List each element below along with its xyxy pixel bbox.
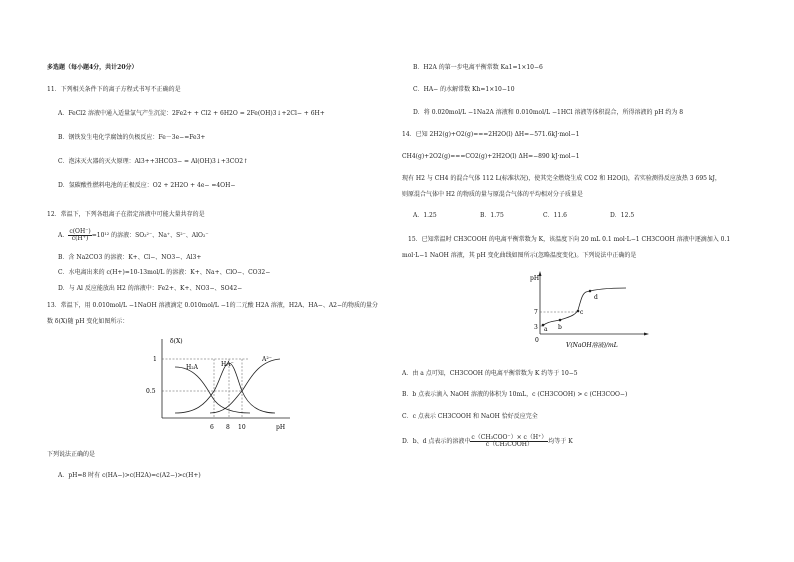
q11-stem: 11．下列相关条件下的离子方程式书写不正确的是 [47, 86, 181, 93]
y-axis-label: pH [530, 275, 540, 282]
q12-fraction-numerator: c(OH⁻) [69, 228, 91, 235]
q14-stem: 14．已知 2H2(g)+O2(g)===2H2O(l) ΔH=−571.6kJ·mol−1 [402, 131, 580, 138]
q11-option-b: B．钢铁发生电化学腐蚀的负极反应：Fe－3e−=Fe3+ [58, 134, 206, 141]
species-label-ha: HA⁻ [221, 361, 234, 368]
q15-option-a: A．由 a 点可知，CH3COOH 的电离平衡常数为 K 约等于 10−5 [402, 370, 578, 377]
q11-option-d: D．氢碳酸性燃料电池的正极反应：O2 + 2H2O + 4e− =4OH− [58, 182, 236, 189]
q13-stem-line2: 数 δ(X)随 pH 变化如图所示： [47, 318, 129, 325]
point-label-b: b [558, 324, 562, 331]
q14-text-line1: 现有 H2 与 CH4 的混合气体 112 L(标准状况)，使其完全燃烧生成 CO2 和 H2O(l)，若实验测得反应放热 3 695 kJ， [402, 175, 721, 182]
q12-fraction-denominator: c(H⁺) [71, 235, 89, 242]
q15-fraction-denominator: c（CH₃COOH） [485, 441, 533, 448]
q12-option-a [58, 229, 209, 242]
point-d [589, 290, 592, 293]
q14-option-a: A．1.25 [413, 212, 437, 219]
point-label-a: a [544, 326, 548, 333]
q15-fraction-numerator: c（CH₃COO⁻）× c（H⁺） [471, 434, 548, 441]
x-axis-arrow [644, 333, 649, 336]
q11-option-a: A．FeCl2 溶液中通入适量氯气产生沉淀：2Fe2+ + Cl2 + 6H2O = 2Fe(OH)3↓+2Cl− + 6H+ [58, 110, 325, 117]
y-tick-7: 7 [534, 309, 538, 316]
q13-option-a: A．pH=8 时有 c(HA−)>c(H2A)=c(A2−)>c(H+) [58, 472, 201, 479]
species-label-h2a: H₂A [186, 364, 198, 371]
titration-curve [542, 288, 626, 326]
q13-option-c: C．HA− 的水解常数 Kh=1×10−10 [413, 86, 515, 93]
point-label-c: c [580, 309, 584, 316]
origin-label: 0 [535, 337, 539, 344]
x-tick-8: 8 [226, 424, 230, 431]
q11-option-c: C．泡沫灭火器的灭火原理：Al3++3HCO3− = Al(OH)3↓+3CO2↑ [58, 158, 249, 165]
x-tick-10: 10 [238, 424, 246, 431]
y-axis-label: δ(X) [170, 338, 183, 345]
q13-option-b: B．H2A 的第一步电离平衡常数 Ka1=1×10−6 [413, 64, 543, 71]
q15-stem-line1: 15．已知常温时 CH3COOH 的电离平衡常数为 K，该温度下向 20 mL 0.1 mol·L−1 CH3COOH 溶液中逐滴加入 0.1 [408, 236, 731, 243]
q12-option-a-prefix: A． [58, 232, 69, 239]
q12-option-d: D．与 Al 反应能放出 H2 的溶液中：Fe2+、K+、NO3−、SO42− [58, 285, 243, 292]
q14-option-d: D．12.5 [610, 212, 635, 219]
curve-h2a [175, 367, 250, 413]
q15-option-d [402, 435, 573, 448]
y-tick-0-5: 0.5 [146, 388, 156, 395]
graph-ph-vs-volume [526, 268, 656, 354]
y-tick-3: 3 [534, 324, 538, 331]
q15-stem-line2: mol·L−1 NaOH 溶液，其 pH 变化曲线如图所示(忽略温度变化)。下列说法中正确的是 [402, 252, 637, 259]
q12-option-b: B．含 Na2CO3 的溶液：K+、Cl−、NO3−、Al3+ [58, 254, 202, 261]
q14-option-b: B．1.75 [480, 212, 504, 219]
point-b [559, 319, 562, 322]
q15-option-b: B．b 点表示滴入 NaOH 溶液的体积为 10mL，c (CH3COOH) > c (CH3COO−) [402, 391, 628, 398]
point-label-d: d [594, 294, 598, 301]
q12-option-c: C．水电离出来的 c(H+)=10-13mol/L 的溶液：K+、Na+、ClO−、CO32− [58, 269, 271, 276]
q14-option-c: C．11.6 [543, 212, 567, 219]
q14-text-line2: 则原混合气体中 H2 的物质的量与原混合气体的平均相对分子质量是 [402, 191, 583, 198]
y-tick-1: 1 [153, 356, 157, 363]
q15-option-d-suffix: 均等于 K [548, 438, 573, 445]
q13-sub-stem: 下列说法正确的是 [47, 451, 96, 458]
species-label-a2: A²⁻ [262, 356, 272, 363]
q15-option-d-fraction [470, 435, 548, 448]
q15-option-c: C．c 点表示 CH3COOH 和 NaOH 恰好反应完全 [402, 413, 538, 420]
graph-delta-vs-ph [140, 335, 300, 437]
q13-stem-line1: 13．常温下，用 0.010mol/L −1NaOH 溶液滴定 0.010mol/L −1的二元酸 H2A 溶液，H2A、HA−、A2−的物质的量分 [47, 302, 378, 309]
q15-option-d-prefix: D．b、d 点表示的溶液中 [402, 438, 471, 445]
q12-option-a-suffix: =10¹² 的溶液：SO₃²⁻、Na⁺、S²⁻、AlO₂⁻ [91, 232, 209, 239]
q12-option-a-fraction [68, 229, 91, 242]
q12-stem: 12．常温下，下列各组离子在指定溶液中可能大量共存的是 [47, 211, 205, 218]
x-axis-label: pH [276, 424, 286, 431]
point-c [577, 310, 580, 313]
section-header: 多选题（每小题4分，共计20分） [47, 64, 138, 71]
x-axis-label: V(NaOH溶液)/mL [566, 342, 618, 349]
x-tick-6: 6 [210, 424, 214, 431]
q14-equation-2: CH4(g)+2O2(g)===CO2(g)+2H2O(l) ΔH=−890 kJ·mol−1 [402, 153, 580, 160]
q13-option-d: D．将 0.020mol/L −1Na2A 溶液和 0.010mol/L −1HCl 溶液等体积混合，所得溶液的 pH 约为 8 [413, 109, 684, 116]
